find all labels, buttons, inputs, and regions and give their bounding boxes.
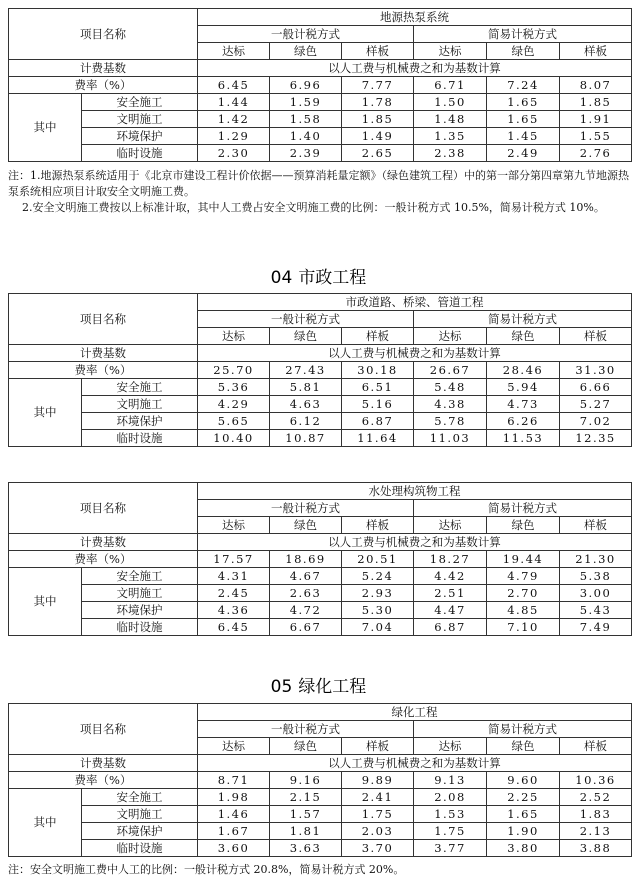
value-cell: 4.47: [414, 602, 487, 619]
value-cell: 1.53: [414, 806, 487, 823]
value-cell: 4.42: [414, 568, 487, 585]
value-cell: 2.39: [270, 145, 342, 162]
rate-cell: 10.36: [560, 772, 632, 789]
value-cell: 1.55: [560, 128, 632, 145]
value-cell: 4.63: [270, 396, 342, 413]
notes-block-2: [8, 862, 632, 878]
among-label: 其中: [9, 94, 82, 162]
grade-model: 样板: [342, 738, 414, 755]
value-cell: 1.78: [342, 94, 414, 111]
note-line: 注：1.地源热泵系统适用于《北京市建设工程计价依据——预算消耗量定额》（绿色建筑工程）中的第一部分第四章第九节地源热泵系统相应项目计取安全文明施工费。: [8, 169, 629, 198]
value-cell: 1.45: [487, 128, 560, 145]
rate-cell: 21.30: [560, 551, 632, 568]
sub-item-label: 安全施工: [82, 789, 198, 806]
sub-item-label: 文明施工: [82, 806, 198, 823]
value-cell: 1.50: [414, 94, 487, 111]
section-title-municipal: [0, 268, 637, 288]
sub-item-row: [9, 430, 632, 447]
value-cell: 1.75: [414, 823, 487, 840]
rate-cell: 18.69: [270, 551, 342, 568]
value-cell: 2.63: [270, 585, 342, 602]
grade-standard: 达标: [198, 517, 270, 534]
among-label: 其中: [9, 789, 82, 857]
fee-base-label: 计费基数: [9, 755, 198, 772]
value-cell: 4.38: [414, 396, 487, 413]
sub-item-row: [9, 413, 632, 430]
fee-rate-row: [9, 772, 632, 789]
sub-item-label: 文明施工: [82, 111, 198, 128]
value-cell: 4.29: [198, 396, 270, 413]
value-cell: 1.35: [414, 128, 487, 145]
header-row-project: [9, 9, 632, 26]
value-cell: 5.78: [414, 413, 487, 430]
grade-green: 绿色: [270, 328, 342, 345]
project-name: 水处理构筑物工程: [198, 483, 632, 500]
rate-cell: 26.67: [414, 362, 487, 379]
sub-item-label: 临时设施: [82, 619, 198, 636]
value-cell: 1.98: [198, 789, 270, 806]
value-cell: 7.49: [560, 619, 632, 636]
general-tax-header: 一般计税方式: [198, 311, 414, 328]
grade-green: 绿色: [487, 43, 560, 60]
rate-cell: 7.24: [487, 77, 560, 94]
rate-cell: 30.18: [342, 362, 414, 379]
rate-cell: 9.60: [487, 772, 560, 789]
value-cell: 1.29: [198, 128, 270, 145]
value-cell: 5.65: [198, 413, 270, 430]
value-cell: 6.51: [342, 379, 414, 396]
rate-cell: 9.13: [414, 772, 487, 789]
value-cell: 2.41: [342, 789, 414, 806]
value-cell: 3.77: [414, 840, 487, 857]
sub-item-row: [9, 568, 632, 585]
value-cell: 11.53: [487, 430, 560, 447]
value-cell: 7.04: [342, 619, 414, 636]
section-name: 绿化工程: [298, 677, 367, 697]
grade-standard: 达标: [198, 43, 270, 60]
grade-green: 绿色: [270, 43, 342, 60]
value-cell: 1.81: [270, 823, 342, 840]
sub-item-row: [9, 128, 632, 145]
rate-cell: 19.44: [487, 551, 560, 568]
fee-rate-label: 费率（%）: [9, 551, 198, 568]
grade-standard: 达标: [414, 43, 487, 60]
sub-item-label: 文明施工: [82, 585, 198, 602]
value-cell: 6.87: [414, 619, 487, 636]
value-cell: 6.12: [270, 413, 342, 430]
value-cell: 6.87: [342, 413, 414, 430]
grade-green: 绿色: [270, 738, 342, 755]
rate-cell: 27.43: [270, 362, 342, 379]
value-cell: 1.49: [342, 128, 414, 145]
note-line: 注：安全文明施工费中人工的比例：一般计税方式 20.8%，简易计税方式 20%。: [8, 863, 405, 876]
sub-item-row: [9, 823, 632, 840]
value-cell: 1.83: [560, 806, 632, 823]
section-title-greening: [0, 677, 637, 697]
grade-green: 绿色: [487, 517, 560, 534]
simple-tax-header: 简易计税方式: [414, 311, 632, 328]
value-cell: 5.27: [560, 396, 632, 413]
value-cell: 3.63: [270, 840, 342, 857]
sub-item-row: [9, 806, 632, 823]
value-cell: 4.85: [487, 602, 560, 619]
value-cell: 2.76: [560, 145, 632, 162]
value-cell: 2.38: [414, 145, 487, 162]
sub-item-label: 环境保护: [82, 128, 198, 145]
value-cell: 5.94: [487, 379, 560, 396]
value-cell: 1.75: [342, 806, 414, 823]
sub-item-row: [9, 111, 632, 128]
value-cell: 10.87: [270, 430, 342, 447]
sub-item-label: 临时设施: [82, 430, 198, 447]
grade-standard: 达标: [198, 328, 270, 345]
value-cell: 3.80: [487, 840, 560, 857]
sub-item-label: 安全施工: [82, 94, 198, 111]
fee-rate-label: 费率（%）: [9, 77, 198, 94]
rate-cell: 8.07: [560, 77, 632, 94]
value-cell: 3.70: [342, 840, 414, 857]
fee-table-municipal-roads: [8, 293, 632, 447]
fee-base-row: [9, 534, 632, 551]
project-name: 市政道路、桥梁、管道工程: [198, 294, 632, 311]
value-cell: 2.45: [198, 585, 270, 602]
value-cell: 2.08: [414, 789, 487, 806]
sub-item-row: [9, 602, 632, 619]
among-label: 其中: [9, 568, 82, 636]
project-name: 地源热泵系统: [198, 9, 632, 26]
section-number: 05: [270, 677, 293, 697]
value-cell: 6.67: [270, 619, 342, 636]
value-cell: 4.31: [198, 568, 270, 585]
value-cell: 3.00: [560, 585, 632, 602]
fee-base-value: 以人工费与机械费之和为基数计算: [198, 755, 632, 772]
value-cell: 1.48: [414, 111, 487, 128]
simple-tax-header: 简易计税方式: [414, 721, 632, 738]
value-cell: 1.91: [560, 111, 632, 128]
header-row-project: [9, 294, 632, 311]
rate-cell: 8.71: [198, 772, 270, 789]
sub-item-label: 安全施工: [82, 379, 198, 396]
rate-cell: 25.70: [198, 362, 270, 379]
fee-base-value: 以人工费与机械费之和为基数计算: [198, 60, 632, 77]
value-cell: 2.49: [487, 145, 560, 162]
value-cell: 1.65: [487, 94, 560, 111]
section-number: 04: [270, 268, 293, 288]
value-cell: 2.13: [560, 823, 632, 840]
value-cell: 1.42: [198, 111, 270, 128]
grade-green: 绿色: [487, 738, 560, 755]
sub-item-row: [9, 840, 632, 857]
item-name-header: 项目名称: [9, 704, 198, 755]
value-cell: 6.45: [198, 619, 270, 636]
grade-standard: 达标: [198, 738, 270, 755]
rate-cell: 6.96: [270, 77, 342, 94]
value-cell: 2.65: [342, 145, 414, 162]
value-cell: 2.52: [560, 789, 632, 806]
fee-base-label: 计费基数: [9, 534, 198, 551]
rate-cell: 9.89: [342, 772, 414, 789]
grade-standard: 达标: [414, 328, 487, 345]
value-cell: 6.66: [560, 379, 632, 396]
grade-model: 样板: [560, 738, 632, 755]
fee-base-label: 计费基数: [9, 345, 198, 362]
fee-table-water-treatment: [8, 482, 632, 636]
value-cell: 3.60: [198, 840, 270, 857]
value-cell: 1.59: [270, 94, 342, 111]
notes-block-1: [8, 168, 632, 216]
value-cell: 5.43: [560, 602, 632, 619]
fee-rate-row: [9, 551, 632, 568]
value-cell: 2.15: [270, 789, 342, 806]
fee-rate-label: 费率（%）: [9, 362, 198, 379]
value-cell: 5.36: [198, 379, 270, 396]
value-cell: 2.30: [198, 145, 270, 162]
fee-base-row: [9, 345, 632, 362]
sub-item-row: [9, 379, 632, 396]
value-cell: 4.67: [270, 568, 342, 585]
sub-item-label: 环境保护: [82, 823, 198, 840]
sub-item-row: [9, 585, 632, 602]
value-cell: 2.25: [487, 789, 560, 806]
value-cell: 1.46: [198, 806, 270, 823]
sub-item-label: 安全施工: [82, 568, 198, 585]
value-cell: 7.02: [560, 413, 632, 430]
value-cell: 4.36: [198, 602, 270, 619]
among-label: 其中: [9, 379, 82, 447]
fee-rate-label: 费率（%）: [9, 772, 198, 789]
value-cell: 1.44: [198, 94, 270, 111]
sub-item-row: [9, 619, 632, 636]
value-cell: 1.57: [270, 806, 342, 823]
section-name: 市政工程: [298, 268, 367, 288]
header-row-project: [9, 483, 632, 500]
rate-cell: 20.51: [342, 551, 414, 568]
value-cell: 2.70: [487, 585, 560, 602]
item-name-header: 项目名称: [9, 294, 198, 345]
value-cell: 1.65: [487, 806, 560, 823]
grade-standard: 达标: [414, 517, 487, 534]
simple-tax-header: 简易计税方式: [414, 500, 632, 517]
value-cell: 1.85: [560, 94, 632, 111]
sub-item-label: 环境保护: [82, 413, 198, 430]
grade-model: 样板: [342, 517, 414, 534]
value-cell: 1.90: [487, 823, 560, 840]
rate-cell: 28.46: [487, 362, 560, 379]
sub-item-row: [9, 396, 632, 413]
sub-item-label: 文明施工: [82, 396, 198, 413]
value-cell: 1.65: [487, 111, 560, 128]
fee-base-row: [9, 60, 632, 77]
sub-item-label: 临时设施: [82, 840, 198, 857]
general-tax-header: 一般计税方式: [198, 26, 414, 43]
value-cell: 5.81: [270, 379, 342, 396]
value-cell: 3.88: [560, 840, 632, 857]
fee-base-value: 以人工费与机械费之和为基数计算: [198, 534, 632, 551]
grade-model: 样板: [342, 43, 414, 60]
fee-base-value: 以人工费与机械费之和为基数计算: [198, 345, 632, 362]
value-cell: 12.35: [560, 430, 632, 447]
rate-cell: 9.16: [270, 772, 342, 789]
rate-cell: 18.27: [414, 551, 487, 568]
grade-standard: 达标: [414, 738, 487, 755]
simple-tax-header: 简易计税方式: [414, 26, 632, 43]
value-cell: 11.03: [414, 430, 487, 447]
grade-green: 绿色: [487, 328, 560, 345]
general-tax-header: 一般计税方式: [198, 721, 414, 738]
value-cell: 5.48: [414, 379, 487, 396]
general-tax-header: 一般计税方式: [198, 500, 414, 517]
value-cell: 5.16: [342, 396, 414, 413]
fee-table-ground-source-heat-pump: [8, 8, 632, 162]
sub-item-label: 临时设施: [82, 145, 198, 162]
header-row-project: [9, 704, 632, 721]
sub-item-row: [9, 145, 632, 162]
value-cell: 2.51: [414, 585, 487, 602]
value-cell: 11.64: [342, 430, 414, 447]
value-cell: 7.10: [487, 619, 560, 636]
sub-item-label: 环境保护: [82, 602, 198, 619]
fee-base-row: [9, 755, 632, 772]
value-cell: 1.67: [198, 823, 270, 840]
value-cell: 5.30: [342, 602, 414, 619]
item-name-header: 项目名称: [9, 9, 198, 60]
value-cell: 2.93: [342, 585, 414, 602]
project-name: 绿化工程: [198, 704, 632, 721]
grade-model: 样板: [560, 517, 632, 534]
grade-model: 样板: [560, 328, 632, 345]
value-cell: 5.38: [560, 568, 632, 585]
note-line: 2.安全文明施工费按以上标准计取，其中人工费占安全文明施工费的比例：一般计税方式 10.5%，简易计税方式 10%。: [22, 201, 605, 214]
rate-cell: 6.71: [414, 77, 487, 94]
rate-cell: 31.30: [560, 362, 632, 379]
rate-cell: 6.45: [198, 77, 270, 94]
value-cell: 4.73: [487, 396, 560, 413]
rate-cell: 17.57: [198, 551, 270, 568]
value-cell: 5.24: [342, 568, 414, 585]
value-cell: 6.26: [487, 413, 560, 430]
rate-cell: 7.77: [342, 77, 414, 94]
value-cell: 1.85: [342, 111, 414, 128]
value-cell: 10.40: [198, 430, 270, 447]
grade-green: 绿色: [270, 517, 342, 534]
value-cell: 2.03: [342, 823, 414, 840]
value-cell: 1.40: [270, 128, 342, 145]
value-cell: 4.72: [270, 602, 342, 619]
grade-model: 样板: [560, 43, 632, 60]
sub-item-row: [9, 789, 632, 806]
value-cell: 4.79: [487, 568, 560, 585]
value-cell: 1.58: [270, 111, 342, 128]
fee-table-greening: [8, 703, 632, 857]
fee-rate-row: [9, 362, 632, 379]
sub-item-row: [9, 94, 632, 111]
grade-model: 样板: [342, 328, 414, 345]
fee-base-label: 计费基数: [9, 60, 198, 77]
fee-rate-row: [9, 77, 632, 94]
item-name-header: 项目名称: [9, 483, 198, 534]
